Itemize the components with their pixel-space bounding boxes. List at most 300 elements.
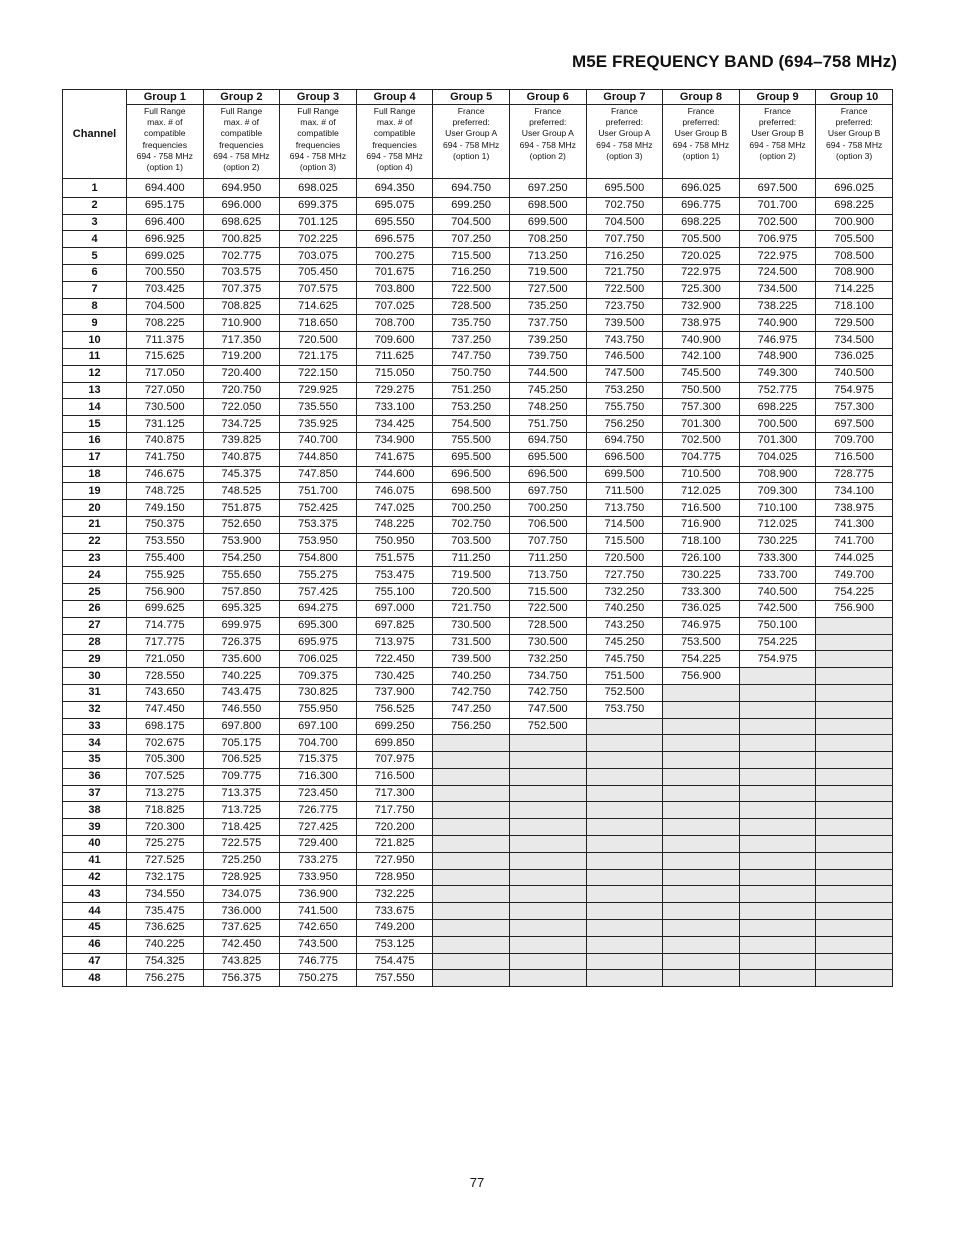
group-description-line: (option 2): [759, 150, 796, 161]
group-description-line: (option 1): [682, 150, 720, 161]
group-description-line: 694 - 758 MHz: [213, 150, 270, 161]
frequency-cell: 750.100: [739, 617, 816, 634]
channel-number: 36: [63, 768, 127, 785]
frequency-cell: 753.750: [586, 701, 663, 718]
group-description-line: Full Range: [220, 106, 263, 116]
group-description-line: compatible: [144, 128, 186, 139]
frequency-cell: 738.975: [663, 315, 740, 332]
frequency-cell: 696.400: [127, 214, 204, 231]
empty-cell: [509, 785, 586, 802]
empty-cell: [433, 852, 510, 869]
frequency-cell: 710.100: [739, 500, 816, 517]
frequency-cell: 699.500: [509, 214, 586, 231]
frequency-cell: 737.750: [509, 315, 586, 332]
frequency-cell: 747.850: [280, 466, 357, 483]
empty-cell: [663, 752, 740, 769]
frequency-cell: 750.500: [663, 382, 740, 399]
empty-cell: [433, 735, 510, 752]
frequency-cell: 729.275: [356, 382, 433, 399]
frequency-cell: 748.525: [203, 483, 280, 500]
group-description-line: 694 - 758 MHz: [519, 139, 576, 150]
frequency-cell: 708.225: [127, 315, 204, 332]
page-title: M5E FREQUENCY BAND (694–758 MHz): [571, 52, 897, 71]
table-row: [63, 567, 893, 584]
frequency-cell: 729.400: [280, 836, 357, 853]
frequency-cell: 716.500: [356, 768, 433, 785]
frequency-cell: 756.525: [356, 701, 433, 718]
frequency-cell: 727.425: [280, 819, 357, 836]
frequency-cell: 749.150: [127, 500, 204, 517]
group-column-header: [280, 90, 357, 179]
table-row: [63, 483, 893, 500]
frequency-cell: 727.750: [586, 567, 663, 584]
table-row: [63, 533, 893, 550]
frequency-cell: 704.500: [586, 214, 663, 231]
frequency-cell: 747.500: [586, 365, 663, 382]
frequency-cell: 711.375: [127, 332, 204, 349]
empty-cell: [433, 886, 510, 903]
frequency-cell: 750.275: [280, 970, 357, 987]
frequency-cell: 730.225: [739, 533, 816, 550]
frequency-cell: 702.750: [586, 197, 663, 214]
frequency-cell: 708.900: [739, 466, 816, 483]
channel-number: 12: [63, 365, 127, 382]
frequency-cell: 728.550: [127, 668, 204, 685]
channel-number: 42: [63, 869, 127, 886]
empty-cell: [586, 802, 663, 819]
frequency-cell: 699.975: [203, 617, 280, 634]
frequency-cell: 714.500: [586, 516, 663, 533]
channel-number: 48: [63, 970, 127, 987]
frequency-cell: 726.375: [203, 634, 280, 651]
frequency-cell: 715.500: [509, 584, 586, 601]
frequency-cell: 704.500: [127, 298, 204, 315]
frequency-cell: 733.275: [280, 852, 357, 869]
frequency-cell: 740.500: [816, 365, 893, 382]
group-description-line: France: [687, 106, 715, 116]
frequency-cell: 729.500: [816, 315, 893, 332]
frequency-cell: 730.500: [509, 634, 586, 651]
group-name: Group 6: [510, 90, 586, 105]
table-row: [63, 466, 893, 483]
empty-cell: [433, 953, 510, 970]
frequency-cell: 747.025: [356, 500, 433, 517]
frequency-cell: 746.675: [127, 466, 204, 483]
frequency-cell: 722.975: [663, 264, 740, 281]
frequency-cell: 700.550: [127, 264, 204, 281]
table-row: [63, 836, 893, 853]
frequency-cell: 740.875: [127, 432, 204, 449]
frequency-cell: 749.700: [816, 567, 893, 584]
frequency-cell: 718.100: [663, 533, 740, 550]
frequency-cell: 746.775: [280, 953, 357, 970]
group-description-line: max. # of: [223, 117, 260, 128]
frequency-cell: 734.425: [356, 416, 433, 433]
frequency-cell: 745.250: [586, 634, 663, 651]
frequency-cell: 705.300: [127, 752, 204, 769]
frequency-cell: 745.375: [203, 466, 280, 483]
group-description-line: preferred:: [605, 117, 643, 128]
frequency-cell: 740.250: [586, 600, 663, 617]
group-column-header: [127, 90, 204, 179]
table-row: [63, 869, 893, 886]
frequency-cell: 735.925: [280, 416, 357, 433]
channel-number: 5: [63, 248, 127, 265]
group-description-line: frequencies: [295, 139, 341, 150]
empty-cell: [433, 785, 510, 802]
empty-cell: [816, 852, 893, 869]
table-row: [63, 617, 893, 634]
group-column-header: [586, 90, 663, 179]
frequency-cell: 734.900: [356, 432, 433, 449]
group-column-header: [433, 90, 510, 179]
frequency-cell: 739.750: [509, 348, 586, 365]
frequency-cell: 727.050: [127, 382, 204, 399]
table-row: [63, 382, 893, 399]
frequency-cell: 727.525: [127, 852, 204, 869]
group-description: [587, 105, 663, 162]
frequency-cell: 694.750: [509, 432, 586, 449]
frequency-cell: 743.750: [586, 332, 663, 349]
frequency-cell: 715.625: [127, 348, 204, 365]
frequency-cell: 733.950: [280, 869, 357, 886]
frequency-cell: 707.375: [203, 281, 280, 298]
frequency-cell: 756.250: [586, 416, 663, 433]
frequency-cell: 716.500: [816, 449, 893, 466]
empty-cell: [663, 768, 740, 785]
frequency-cell: 755.275: [280, 567, 357, 584]
frequency-cell: 700.900: [816, 214, 893, 231]
frequency-cell: 743.500: [280, 936, 357, 953]
table-row: [63, 684, 893, 701]
empty-cell: [816, 634, 893, 651]
channel-number: 30: [63, 668, 127, 685]
channel-number: 21: [63, 516, 127, 533]
group-description-line: User Group A: [445, 128, 498, 139]
group-name: Group 4: [357, 90, 433, 105]
table-row: [63, 970, 893, 987]
frequency-table: [62, 89, 893, 987]
group-description-line: preferred:: [682, 117, 720, 128]
empty-cell: [586, 970, 663, 987]
frequency-cell: 748.725: [127, 483, 204, 500]
group-description-line: frequencies: [142, 139, 188, 150]
frequency-cell: 733.100: [356, 399, 433, 416]
empty-cell: [509, 903, 586, 920]
frequency-cell: 732.225: [356, 886, 433, 903]
channel-number: 16: [63, 432, 127, 449]
group-description-line: preferred:: [835, 117, 873, 128]
empty-cell: [663, 886, 740, 903]
channel-number: 46: [63, 936, 127, 953]
group-description-line: User Group B: [674, 128, 728, 139]
group-description: [740, 105, 816, 162]
table-row: [63, 668, 893, 685]
frequency-cell: 732.900: [663, 298, 740, 315]
frequency-cell: 734.550: [127, 886, 204, 903]
empty-cell: [586, 903, 663, 920]
frequency-cell: 728.925: [203, 869, 280, 886]
frequency-cell: 754.250: [203, 550, 280, 567]
frequency-cell: 695.500: [509, 449, 586, 466]
frequency-cell: 748.225: [356, 516, 433, 533]
frequency-cell: 751.575: [356, 550, 433, 567]
channel-number: 10: [63, 332, 127, 349]
frequency-cell: 734.500: [816, 332, 893, 349]
frequency-cell: 742.500: [739, 600, 816, 617]
empty-cell: [586, 886, 663, 903]
frequency-cell: 704.775: [663, 449, 740, 466]
empty-cell: [586, 735, 663, 752]
group-description-line: User Group A: [521, 128, 574, 139]
frequency-cell: 695.550: [356, 214, 433, 231]
group-description-line: max. # of: [147, 117, 183, 128]
frequency-cell: 720.025: [663, 248, 740, 265]
empty-cell: [586, 852, 663, 869]
frequency-cell: 747.450: [127, 701, 204, 718]
frequency-cell: 703.575: [203, 264, 280, 281]
channel-column-header: Channel: [63, 90, 127, 179]
group-column-header: [739, 90, 816, 179]
empty-cell: [816, 886, 893, 903]
frequency-cell: 719.200: [203, 348, 280, 365]
group-description: [433, 105, 509, 162]
frequency-cell: 701.700: [739, 197, 816, 214]
table-row: [63, 264, 893, 281]
frequency-cell: 755.100: [356, 584, 433, 601]
frequency-cell: 720.500: [280, 332, 357, 349]
frequency-cell: 697.100: [280, 718, 357, 735]
frequency-cell: 696.500: [586, 449, 663, 466]
group-description-line: 694 - 758 MHz: [289, 150, 347, 161]
group-description-line: 694 - 758 MHz: [136, 150, 193, 161]
frequency-cell: 707.025: [356, 298, 433, 315]
frequency-cell: 713.750: [509, 567, 586, 584]
frequency-cell: 737.625: [203, 920, 280, 937]
group-description-line: (option 3): [606, 150, 643, 161]
empty-cell: [433, 903, 510, 920]
frequency-cell: 740.225: [127, 936, 204, 953]
empty-cell: [663, 701, 740, 718]
frequency-cell: 754.975: [739, 651, 816, 668]
frequency-cell: 752.425: [280, 500, 357, 517]
frequency-cell: 744.850: [280, 449, 357, 466]
empty-cell: [663, 735, 740, 752]
group-description: [127, 105, 203, 173]
frequency-cell: 720.500: [433, 584, 510, 601]
empty-cell: [739, 953, 816, 970]
channel-number: 22: [63, 533, 127, 550]
table-row: [63, 298, 893, 315]
group-description-line: User Group A: [598, 128, 651, 139]
group-name: Group 1: [127, 90, 203, 105]
group-description-line: preferred:: [758, 117, 797, 128]
frequency-cell: 702.750: [433, 516, 510, 533]
channel-number: 14: [63, 399, 127, 416]
empty-cell: [586, 836, 663, 853]
group-description-line: preferred:: [529, 117, 567, 128]
empty-cell: [816, 701, 893, 718]
empty-cell: [586, 920, 663, 937]
frequency-cell: 719.500: [433, 567, 510, 584]
frequency-cell: 733.300: [739, 550, 816, 567]
channel-number: 15: [63, 416, 127, 433]
channel-number: 47: [63, 953, 127, 970]
channel-number: 45: [63, 920, 127, 937]
frequency-cell: 741.300: [816, 516, 893, 533]
frequency-cell: 754.225: [816, 584, 893, 601]
frequency-cell: 702.500: [663, 432, 740, 449]
empty-cell: [509, 735, 586, 752]
frequency-cell: 702.225: [280, 231, 357, 248]
frequency-cell: 715.375: [280, 752, 357, 769]
channel-number: 28: [63, 634, 127, 651]
frequency-cell: 757.425: [280, 584, 357, 601]
frequency-cell: 730.425: [356, 668, 433, 685]
group-description: [663, 105, 739, 162]
channel-number: 7: [63, 281, 127, 298]
group-name: Group 9: [740, 90, 816, 105]
frequency-cell: 717.750: [356, 802, 433, 819]
frequency-cell: 713.275: [127, 785, 204, 802]
channel-number: 27: [63, 617, 127, 634]
frequency-cell: 733.700: [739, 567, 816, 584]
frequency-cell: 706.525: [203, 752, 280, 769]
table-row: [63, 819, 893, 836]
table-row: [63, 936, 893, 953]
frequency-cell: 740.250: [433, 668, 510, 685]
group-description-line: (option 3): [835, 150, 873, 161]
frequency-cell: 742.450: [203, 936, 280, 953]
frequency-cell: 704.700: [280, 735, 357, 752]
empty-cell: [739, 735, 816, 752]
channel-number: 26: [63, 600, 127, 617]
frequency-cell: 755.925: [127, 567, 204, 584]
frequency-cell: 718.650: [280, 315, 357, 332]
frequency-cell: 736.625: [127, 920, 204, 937]
frequency-cell: 754.225: [663, 651, 740, 668]
frequency-cell: 731.125: [127, 416, 204, 433]
frequency-cell: 728.950: [356, 869, 433, 886]
frequency-cell: 745.500: [663, 365, 740, 382]
frequency-cell: 715.500: [433, 248, 510, 265]
frequency-cell: 702.775: [203, 248, 280, 265]
channel-number: 33: [63, 718, 127, 735]
empty-cell: [816, 836, 893, 853]
frequency-cell: 710.500: [663, 466, 740, 483]
frequency-cell: 752.650: [203, 516, 280, 533]
frequency-cell: 732.250: [509, 651, 586, 668]
frequency-cell: 721.175: [280, 348, 357, 365]
group-description: [816, 105, 892, 162]
channel-number: 6: [63, 264, 127, 281]
empty-cell: [739, 852, 816, 869]
empty-cell: [586, 785, 663, 802]
empty-cell: [509, 768, 586, 785]
table-row: [63, 179, 893, 198]
empty-cell: [509, 852, 586, 869]
channel-number: 2: [63, 197, 127, 214]
frequency-cell: 755.400: [127, 550, 204, 567]
frequency-cell: 708.500: [816, 248, 893, 265]
table-row: [63, 315, 893, 332]
frequency-cell: 697.750: [509, 483, 586, 500]
frequency-cell: 740.700: [280, 432, 357, 449]
empty-cell: [663, 785, 740, 802]
frequency-cell: 705.500: [816, 231, 893, 248]
channel-number: 40: [63, 836, 127, 853]
frequency-cell: 698.625: [203, 214, 280, 231]
frequency-cell: 754.500: [433, 416, 510, 433]
frequency-cell: 757.300: [816, 399, 893, 416]
frequency-cell: 738.975: [816, 500, 893, 517]
channel-number: 31: [63, 684, 127, 701]
group-name: Group 8: [663, 90, 739, 105]
frequency-cell: 695.325: [203, 600, 280, 617]
empty-cell: [739, 701, 816, 718]
frequency-cell: 703.425: [127, 281, 204, 298]
empty-cell: [663, 920, 740, 937]
frequency-cell: 756.900: [127, 584, 204, 601]
frequency-cell: 708.900: [816, 264, 893, 281]
frequency-cell: 754.475: [356, 953, 433, 970]
empty-cell: [433, 819, 510, 836]
frequency-cell: 695.500: [586, 179, 663, 198]
frequency-cell: 708.825: [203, 298, 280, 315]
empty-cell: [509, 936, 586, 953]
table-body: [63, 179, 893, 987]
group-description: [204, 105, 280, 173]
frequency-cell: 695.175: [127, 197, 204, 214]
group-description-line: (option 2): [223, 162, 260, 173]
frequency-cell: 697.250: [509, 179, 586, 198]
frequency-cell: 746.500: [586, 348, 663, 365]
channel-number: 41: [63, 852, 127, 869]
table-row: [63, 214, 893, 231]
empty-cell: [433, 802, 510, 819]
frequency-cell: 757.550: [356, 970, 433, 987]
empty-cell: [433, 970, 510, 987]
frequency-cell: 736.900: [280, 886, 357, 903]
empty-cell: [509, 752, 586, 769]
frequency-cell: 739.250: [509, 332, 586, 349]
frequency-cell: 709.700: [816, 432, 893, 449]
empty-cell: [663, 718, 740, 735]
frequency-cell: 697.825: [356, 617, 433, 634]
frequency-cell: 710.900: [203, 315, 280, 332]
frequency-cell: 696.025: [816, 179, 893, 198]
empty-cell: [433, 869, 510, 886]
frequency-cell: 730.500: [127, 399, 204, 416]
empty-cell: [739, 869, 816, 886]
empty-cell: [739, 768, 816, 785]
empty-cell: [663, 852, 740, 869]
frequency-cell: 701.300: [663, 416, 740, 433]
frequency-cell: 722.150: [280, 365, 357, 382]
frequency-cell: 741.700: [816, 533, 893, 550]
frequency-cell: 725.275: [127, 836, 204, 853]
empty-cell: [509, 802, 586, 819]
frequency-cell: 736.000: [203, 903, 280, 920]
table-row: [63, 248, 893, 265]
frequency-cell: 721.825: [356, 836, 433, 853]
group-name: Group 7: [587, 90, 663, 105]
empty-cell: [816, 617, 893, 634]
group-column-header: [816, 90, 893, 179]
frequency-cell: 699.375: [280, 197, 357, 214]
table-row: [63, 852, 893, 869]
frequency-cell: 746.975: [739, 332, 816, 349]
